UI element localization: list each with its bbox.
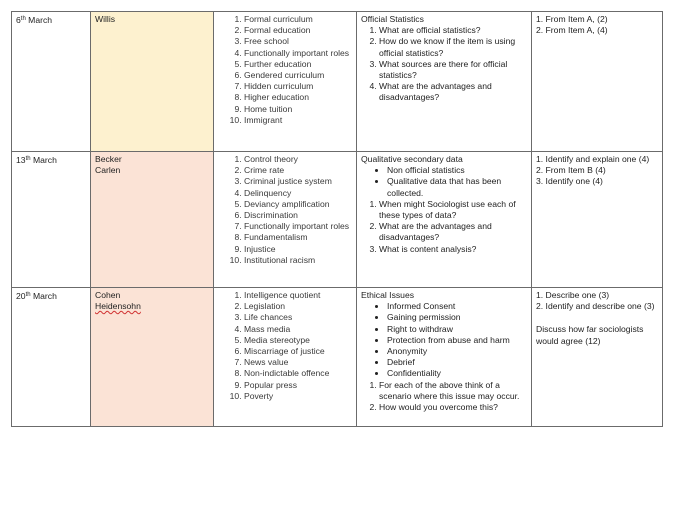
sociologist-name: Carlen [95,165,121,176]
activity-item: 2. From Item B (4) [536,165,606,176]
date-cell: 13th March [12,152,91,288]
list-item: 9. Popular press [244,380,352,391]
sociologists-cell [91,12,214,152]
table-row [12,288,663,427]
topic-bullets-list [361,165,527,199]
list-item: 10. Institutional racism [244,255,352,266]
list-item: 3. What is content analysis? [379,244,527,255]
activity-item: 2. Identify and describe one (3) [536,301,655,312]
sociologist-name: Cohen [95,290,121,300]
list-item: 8. Higher education [244,92,352,103]
list-item: 3. Life chances [244,312,352,323]
list-item: 3. What sources are there for official statistics? [379,59,527,81]
topic-cell [357,288,532,427]
list-item: 8. Non-indictable offence [244,368,352,379]
activity-item: 1. Describe one (3) [536,290,610,300]
list-item: 9. Injustice [244,244,352,255]
date-cell: 20th March [12,288,91,427]
list-item: • Right to withdraw [387,324,527,335]
topic-cell [357,152,532,288]
activity-item: 1. Identify and explain one (4) [536,154,650,164]
key-terms-cell [214,288,357,427]
topic-title: Official Statistics [361,14,424,24]
list-item: 5. Further education [244,59,352,70]
list-item: 1. For each of the above think of a scenario where this issue may occur. [379,380,527,402]
activity-item: 1. From Item A, (2) [536,14,608,24]
table-row [12,12,663,152]
list-item: 2. What are the advantages and disadvantages? [379,221,527,243]
list-item: 3. Free school [244,36,352,47]
list-item: 6. Gendered curriculum [244,70,352,81]
list-item: 10. Poverty [244,391,352,402]
list-item: 2. Legislation [244,301,352,312]
list-item: • Anonymity [387,346,527,357]
list-item: 4. Functionally important roles [244,48,352,59]
list-item: 1. When might Sociologist use each of these types of data? [379,199,527,221]
topic-title: Qualitative secondary data [361,154,463,164]
list-item: • Non official statistics [387,165,527,176]
sociologist-name: Heidensohn [95,301,141,312]
topic-bullets-list [361,301,527,379]
list-item: 7. News value [244,357,352,368]
list-item: 4. What are the advantages and disadvantages? [379,81,527,103]
key-terms-cell [214,12,357,152]
key-terms-list [218,14,352,126]
list-item: 6. Miscarriage of justice [244,346,352,357]
list-item: 2. How would you overcome this? [379,402,527,413]
topic-cell [357,12,532,152]
activities-cell [532,288,663,427]
sociologist-name: Willis [95,14,116,24]
activities-cell [532,12,663,152]
list-item: 9. Home tuition [244,104,352,115]
list-item: • Confidentiality [387,368,527,379]
sociologists-cell [91,288,214,427]
list-item: 5. Media stereotype [244,335,352,346]
list-item: 1. Formal curriculum [244,14,352,25]
sociologist-name: Becker [95,154,122,164]
list-item: 2. How do we know if the item is using official statistics? [379,36,527,58]
list-item: 1. Intelligence quotient [244,290,352,301]
list-item: 8. Fundamentalism [244,232,352,243]
key-terms-list [218,290,352,402]
list-item: • Informed Consent [387,301,527,312]
list-item: 1. What are official statistics? [379,25,527,36]
list-item: 3. Criminal justice system [244,176,352,187]
topic-questions-list [361,25,527,103]
activity-item: 3. Identify one (4) [536,176,603,187]
activity-item: 2. From Item A, (4) [536,25,608,36]
activity-item: Discuss how far sociologists would agree (12) [536,324,644,346]
list-item: • Gaining permission [387,312,527,323]
topic-title: Ethical Issues [361,290,415,300]
list-item: 7. Hidden curriculum [244,81,352,92]
table-row [12,152,663,288]
activities-cell [532,152,663,288]
list-item: 2. Formal education [244,25,352,36]
date-cell: 6th March [12,12,91,152]
list-item: • Qualitative data that has been collected. [387,176,527,198]
key-terms-list [218,154,352,266]
list-item: 1. Control theory [244,154,352,165]
key-terms-cell [214,152,357,288]
sociologists-cell [91,152,214,288]
list-item: 7. Functionally important roles [244,221,352,232]
topic-questions-list [361,380,527,414]
list-item: 10. Immigrant [244,115,352,126]
topic-questions-list [361,199,527,255]
list-item: 4. Delinquency [244,188,352,199]
list-item: 5. Deviancy amplification [244,199,352,210]
revision-plan-table [11,11,663,427]
list-item: 2. Crime rate [244,165,352,176]
list-item: • Debrief [387,357,527,368]
list-item: 4. Mass media [244,324,352,335]
list-item: 6. Discrimination [244,210,352,221]
list-item: • Protection from abuse and harm [387,335,527,346]
